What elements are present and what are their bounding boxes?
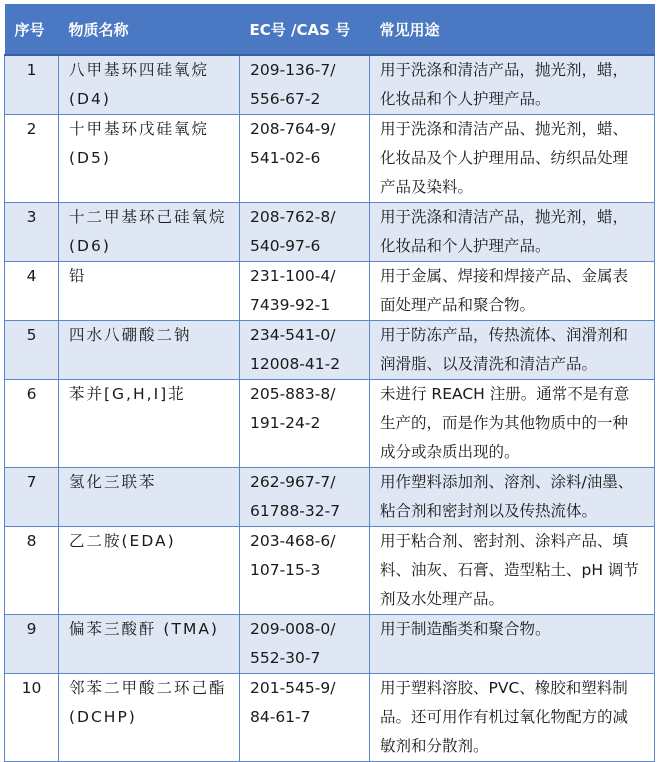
ec-number: 209-136-7/ [250, 61, 336, 79]
ec-number: 234-541-0/ [250, 326, 336, 344]
cas-number: 7439-92-1 [250, 296, 331, 314]
ec-number: 262-967-7/ [250, 473, 336, 491]
cell-common-use [370, 321, 655, 380]
use-line: 用于防冻产品，传热流体、润滑剂和 [380, 326, 629, 344]
use-line: 用于塑料溶胶、PVC、橡胶和塑料制 [380, 679, 628, 697]
cell-substance-name [59, 468, 240, 527]
use-line: 料、油灰、石膏、造型粘土、pH 调节 [380, 561, 639, 579]
cell-common-use [370, 203, 655, 262]
cas-number: 552-30-7 [250, 649, 321, 667]
cell-common-use [370, 380, 655, 468]
use-line: 化妆品和个人护理产品。 [380, 90, 551, 108]
cas-number: 556-67-2 [250, 90, 321, 108]
substance-name-line: 乙二胺(EDA) [69, 532, 176, 550]
substance-name-line: 十二甲基环己硅氧烷 [69, 208, 227, 226]
cell-ec-cas [240, 203, 370, 262]
cas-number: 61788-32-7 [250, 502, 341, 520]
substance-name-line: (DCHP) [69, 708, 137, 726]
cell-no: 6 [5, 380, 59, 468]
header-name: 物质名称 [59, 4, 240, 55]
use-line: 剂及水处理产品。 [380, 590, 505, 608]
cell-no: 1 [5, 55, 59, 115]
use-line: 用于洗涤和清洁产品、抛光剂，蜡、 [380, 120, 629, 138]
use-line: 化妆品及个人护理用品、纺织品处理 [380, 149, 629, 167]
cell-no: 8 [5, 527, 59, 615]
cell-ec-cas [240, 55, 370, 115]
use-line: 用于洗涤和清洁产品，抛光剂，蜡， [380, 208, 629, 226]
ec-number: 201-545-9/ [250, 679, 336, 697]
cell-common-use [370, 615, 655, 674]
table-row [5, 115, 655, 203]
substance-name-line: (D6) [69, 237, 111, 255]
substance-name-line: 苯并[G,H,I]苝 [69, 385, 186, 403]
use-line: 面处理产品和聚合物。 [380, 296, 536, 314]
table-row [5, 468, 655, 527]
use-line: 品。还可用作有机过氧化物配方的减 [380, 708, 629, 726]
cas-number: 84-61-7 [250, 708, 311, 726]
use-line: 生产的，而是作为其他物质中的一种 [380, 414, 629, 432]
cell-common-use [370, 262, 655, 321]
cell-common-use [370, 115, 655, 203]
cell-substance-name [59, 203, 240, 262]
substance-name-line: 氢化三联苯 [69, 473, 157, 491]
ec-number: 205-883-8/ [250, 385, 336, 403]
use-line: 敏剂和分散剂。 [380, 737, 489, 755]
cell-substance-name [59, 321, 240, 380]
table-row [5, 203, 655, 262]
ec-number: 231-100-4/ [250, 267, 336, 285]
cell-substance-name [59, 674, 240, 762]
cell-ec-cas [240, 321, 370, 380]
use-line: 产品及染料。 [380, 178, 474, 196]
substance-name-line: 铅 [69, 267, 87, 285]
table-row [5, 55, 655, 115]
substance-name-line: (D4) [69, 90, 111, 108]
ec-number: 209-008-0/ [250, 620, 336, 638]
cas-number: 540-97-6 [250, 237, 321, 255]
substance-name-line: 四水八硼酸二钠 [69, 326, 192, 344]
cell-substance-name [59, 380, 240, 468]
cell-ec-cas [240, 615, 370, 674]
cell-no: 3 [5, 203, 59, 262]
cell-no: 9 [5, 615, 59, 674]
substance-table [4, 4, 655, 762]
table-row [5, 321, 655, 380]
cell-ec-cas [240, 527, 370, 615]
table-row [5, 674, 655, 762]
use-line: 用于制造酯类和聚合物。 [380, 620, 551, 638]
cell-common-use [370, 527, 655, 615]
use-line: 用于金属、焊接和焊接产品、金属表 [380, 267, 629, 285]
header-no: 序号 [5, 4, 59, 55]
substance-name-line: 邻苯二甲酸二环己酯 [69, 679, 227, 697]
use-line: 成分或杂质出现的。 [380, 443, 520, 461]
cell-substance-name [59, 615, 240, 674]
cell-ec-cas [240, 674, 370, 762]
use-line: 用作塑料添加剂、溶剂、涂料/油墨、 [380, 473, 634, 491]
cell-common-use [370, 468, 655, 527]
header-use: 常见用途 [370, 4, 655, 55]
table-row [5, 615, 655, 674]
substance-name-line: 十甲基环戊硅氧烷 [69, 120, 210, 138]
header-ec-cas: EC号 /CAS 号 [240, 4, 370, 55]
table-header-row [5, 4, 655, 55]
use-line: 粘合剂和密封剂以及传热流体。 [380, 502, 598, 520]
cell-common-use [370, 674, 655, 762]
cell-common-use [370, 55, 655, 115]
ec-number: 203-468-6/ [250, 532, 336, 550]
cell-no: 7 [5, 468, 59, 527]
cell-substance-name [59, 262, 240, 321]
table-row [5, 262, 655, 321]
table-row [5, 380, 655, 468]
cas-number: 12008-41-2 [250, 355, 341, 373]
substance-name-line: 偏苯三酸酐 (TMA) [69, 620, 219, 638]
cell-no: 2 [5, 115, 59, 203]
use-line: 用于粘合剂、密封剂、涂料产品、填 [380, 532, 629, 550]
substance-name-line: 八甲基环四硅氧烷 [69, 61, 210, 79]
use-line: 用于洗涤和清洁产品，抛光剂，蜡， [380, 61, 629, 79]
cell-no: 10 [5, 674, 59, 762]
cell-substance-name [59, 55, 240, 115]
cell-no: 4 [5, 262, 59, 321]
substance-name-line: (D5) [69, 149, 111, 167]
use-line: 未进行 REACH 注册。通常不是有意 [380, 385, 630, 403]
ec-number: 208-764-9/ [250, 120, 336, 138]
cell-ec-cas [240, 115, 370, 203]
use-line: 润滑脂、以及清洗和清洁产品。 [380, 355, 598, 373]
cell-ec-cas [240, 468, 370, 527]
ec-number: 208-762-8/ [250, 208, 336, 226]
cas-number: 107-15-3 [250, 561, 321, 579]
cell-no: 5 [5, 321, 59, 380]
cell-ec-cas [240, 262, 370, 321]
cell-substance-name [59, 527, 240, 615]
cell-ec-cas [240, 380, 370, 468]
table-row [5, 527, 655, 615]
cas-number: 191-24-2 [250, 414, 321, 432]
cell-substance-name [59, 115, 240, 203]
use-line: 化妆品和个人护理产品。 [380, 237, 551, 255]
cas-number: 541-02-6 [250, 149, 321, 167]
